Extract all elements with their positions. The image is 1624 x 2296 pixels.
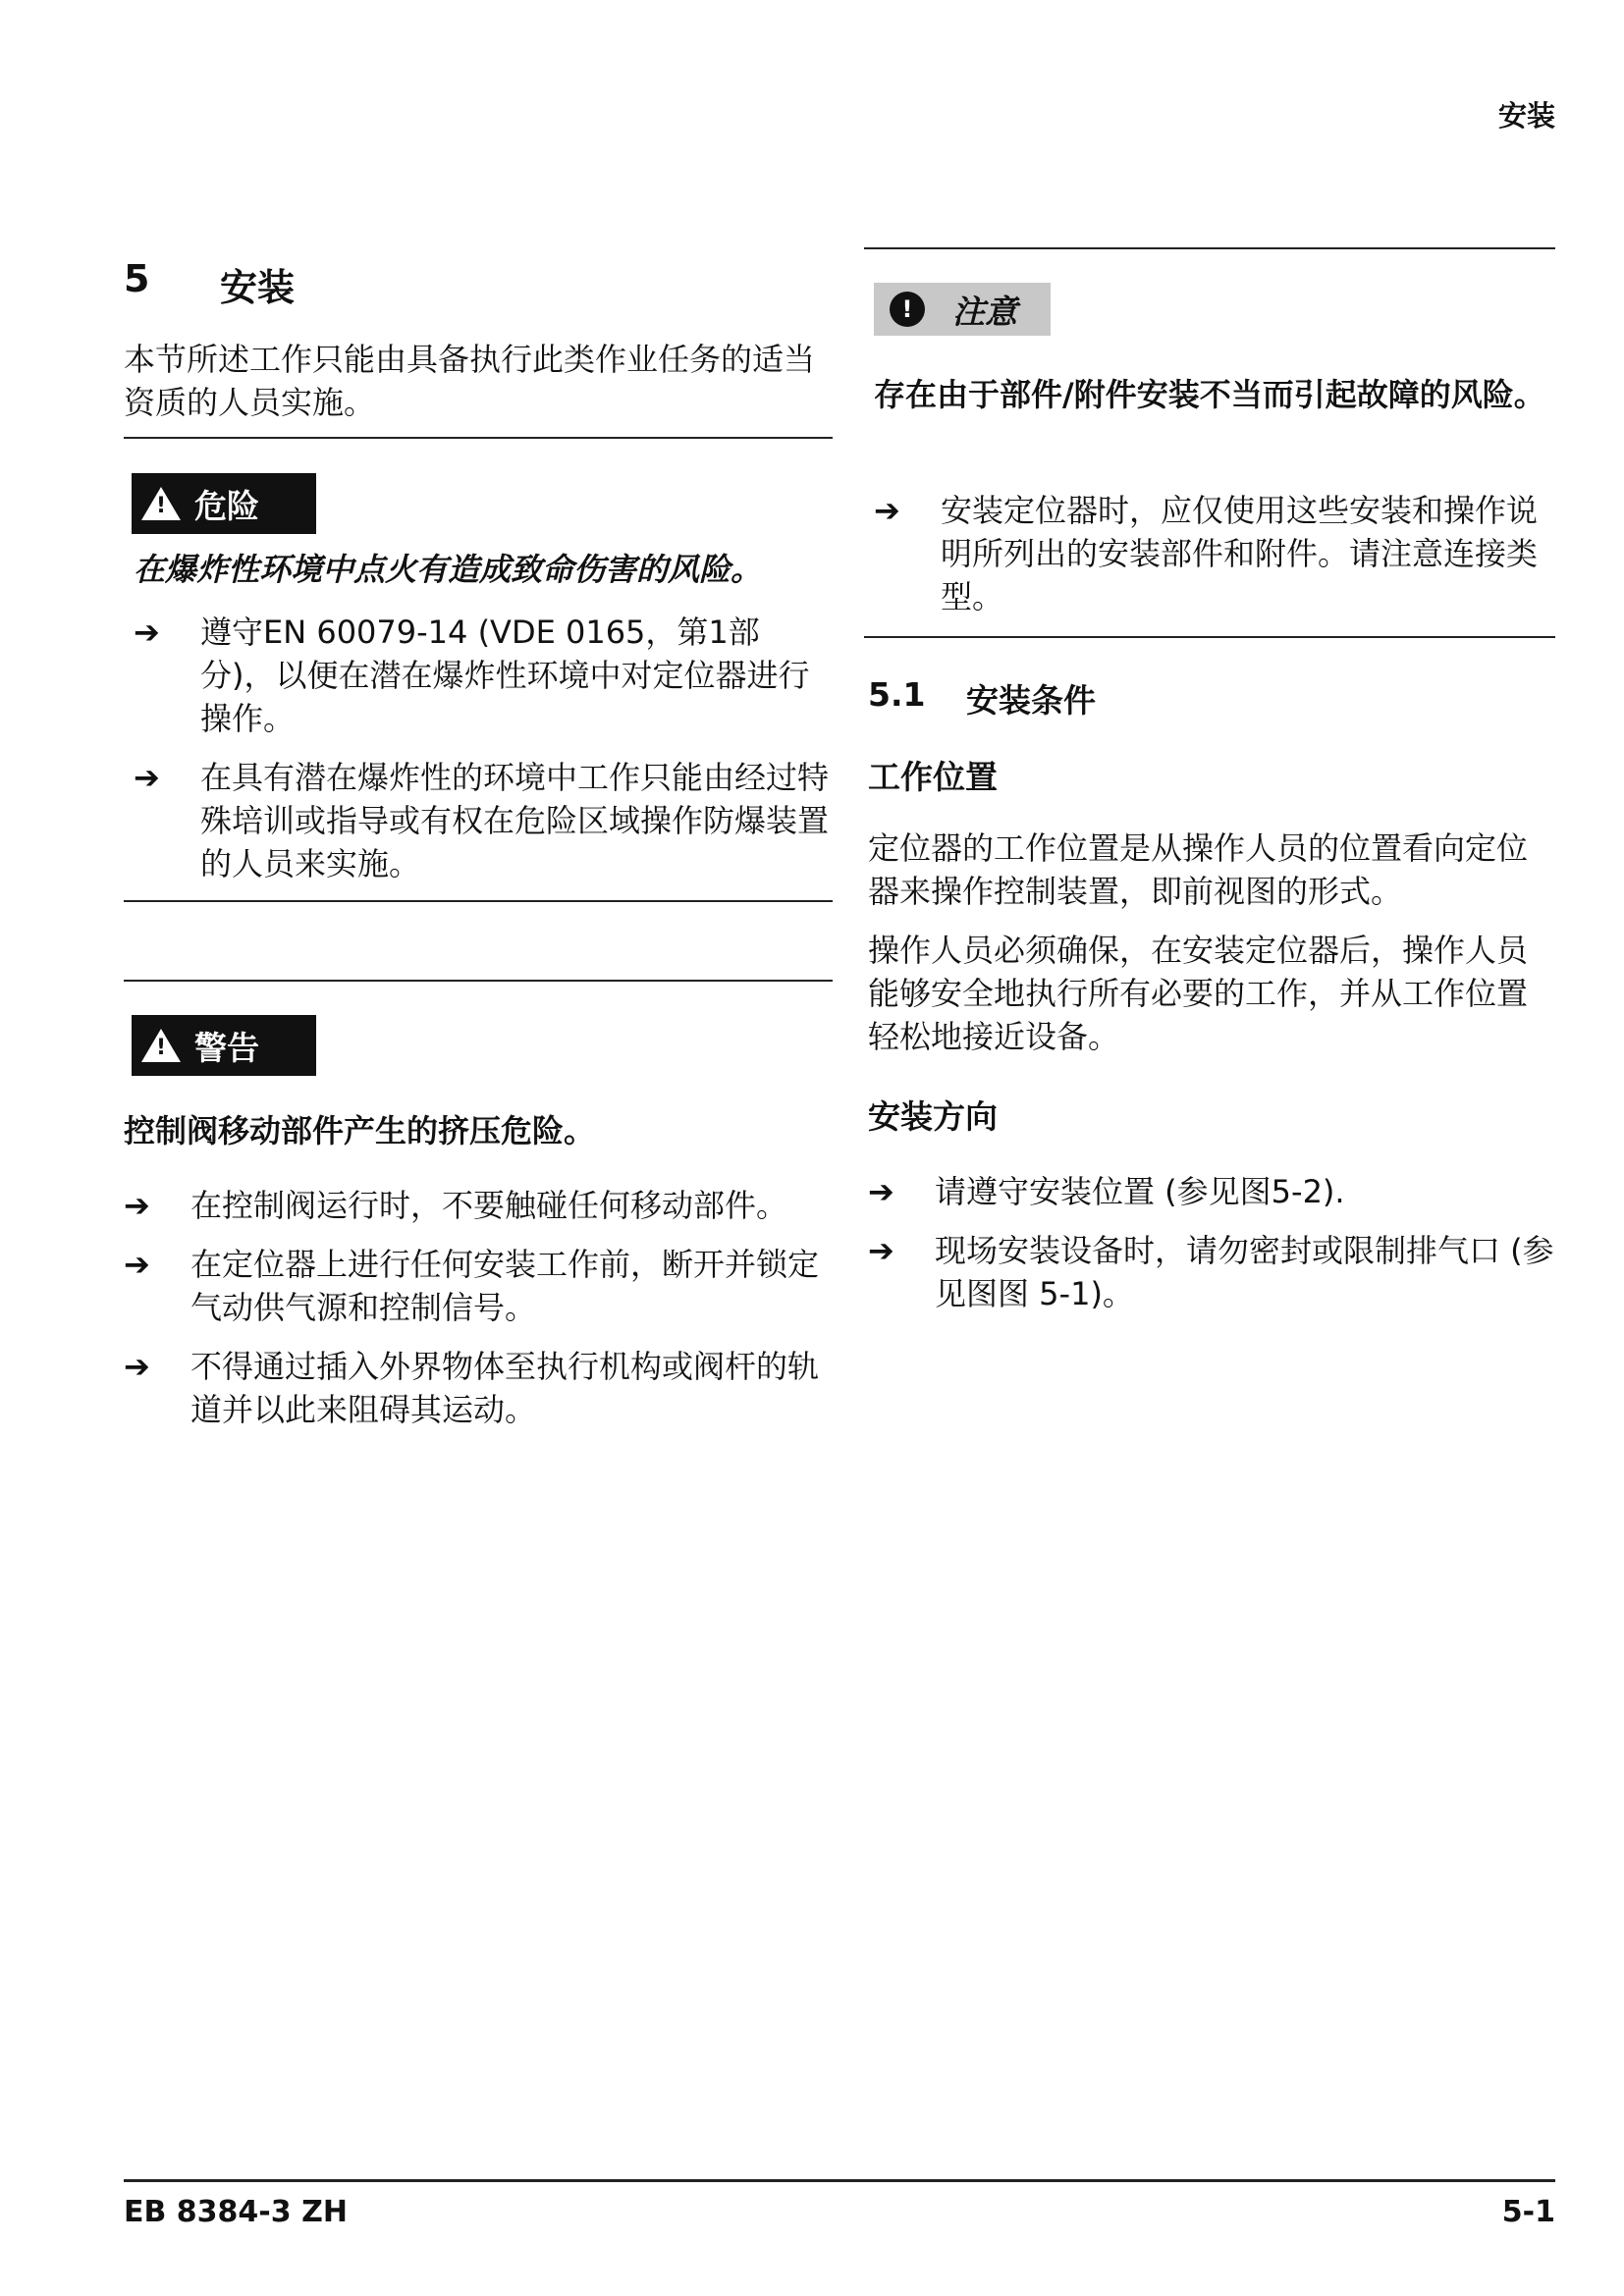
work-position-title: 工作位置 [868, 758, 998, 796]
list-item [124, 1184, 833, 1227]
warning-list [124, 1184, 833, 1431]
warning-label: 警告 [194, 1028, 259, 1067]
warning-headline: 控制阀移动部件产生的挤压危险。 [124, 1112, 596, 1149]
intro-paragraph: 本节所述工作只能由具备执行此类作业任务的适当资质的人员实施。 [124, 341, 816, 421]
chapter-number: 5 [124, 257, 150, 300]
list-item-text: 现场安装设备时，请勿密封或限制排气口 (参见图图 5-1)。 [935, 1232, 1554, 1312]
orientation-title: 安装方向 [868, 1097, 998, 1136]
chapter-heading [124, 257, 827, 311]
list-item [868, 1170, 1555, 1213]
list-item [874, 489, 1555, 618]
chapter-title: 安装 [220, 266, 296, 309]
danger-label: 危险 [194, 486, 259, 525]
work-position-paragraph-1: 定位器的工作位置是从操作人员的位置看向定位器来操作控制装置，即前视图的形式。 [868, 829, 1529, 910]
list-item-text: 遵守EN 60079-14 (VDE 0165，第1部分)，以便在潜在爆炸性环境中对定位器进行操作。 [200, 614, 810, 737]
list-item-text: 请遵守安装位置 (参见图5-2). [935, 1173, 1345, 1210]
list-item-text: 在定位器上进行任何安装工作前，断开并锁定气动供气源和控制信号。 [190, 1246, 820, 1326]
divider [864, 636, 1555, 638]
notice-badge [874, 283, 1051, 336]
arrow-right-icon: ➔ [134, 614, 160, 651]
danger-headline: 在爆炸性环境中点火有造成致命伤害的风险。 [134, 551, 763, 588]
list-item [134, 756, 833, 885]
running-header: 安装 [1497, 99, 1555, 133]
list-item [134, 611, 833, 740]
arrow-right-icon: ➔ [124, 1246, 150, 1283]
work-position-paragraph-2: 操作人员必须确保，在安装定位器后，操作人员能够安全地执行所有必要的工作，并从工作位置轻松地接近设备。 [868, 932, 1529, 1055]
orientation-list [868, 1170, 1555, 1315]
warning-badge [132, 1015, 316, 1076]
arrow-right-icon: ➔ [124, 1348, 150, 1385]
document-id: EB 8384-3 ZH [124, 2195, 348, 2229]
divider [124, 437, 833, 439]
arrow-right-icon: ➔ [868, 1173, 894, 1210]
section-number: 5.1 [868, 675, 926, 714]
divider [864, 247, 1555, 249]
arrow-right-icon: ➔ [124, 1187, 150, 1224]
footer-divider [124, 2179, 1555, 2182]
section-heading [868, 675, 1555, 721]
divider [124, 980, 833, 982]
list-item [124, 1243, 833, 1329]
warning-triangle-icon [141, 487, 181, 520]
notice-list [874, 489, 1555, 618]
danger-badge [132, 473, 316, 534]
notice-label: 注意 [952, 292, 1017, 331]
list-item-text: 在具有潜在爆炸性的环境中工作只能由经过特殊培训或指导或有权在危险区域操作防爆装置的人员来实施。 [200, 759, 830, 882]
danger-list [134, 611, 833, 885]
warning-triangle-icon [141, 1029, 181, 1062]
list-item [124, 1345, 833, 1431]
notice-headline: 存在由于部件/附件安装不当而引起故障的风险。 [874, 376, 1545, 413]
list-item-text: 在控制阀运行时，不要触碰任何移动部件。 [190, 1187, 788, 1224]
page-number: 5-1 [1501, 2195, 1555, 2229]
exclamation-circle-icon: ! [890, 292, 925, 327]
arrow-right-icon: ➔ [868, 1232, 894, 1269]
arrow-right-icon: ➔ [874, 492, 900, 529]
divider [124, 900, 833, 902]
list-item-text: 安装定位器时，应仅使用这些安装和操作说明所列出的安装部件和附件。请注意连接类型。 [941, 492, 1539, 615]
section-title: 安装条件 [966, 681, 1096, 720]
list-item-text: 不得通过插入外界物体至执行机构或阀杆的轨道并以此来阻碍其运动。 [190, 1348, 820, 1428]
arrow-right-icon: ➔ [134, 759, 160, 796]
list-item [868, 1229, 1555, 1315]
